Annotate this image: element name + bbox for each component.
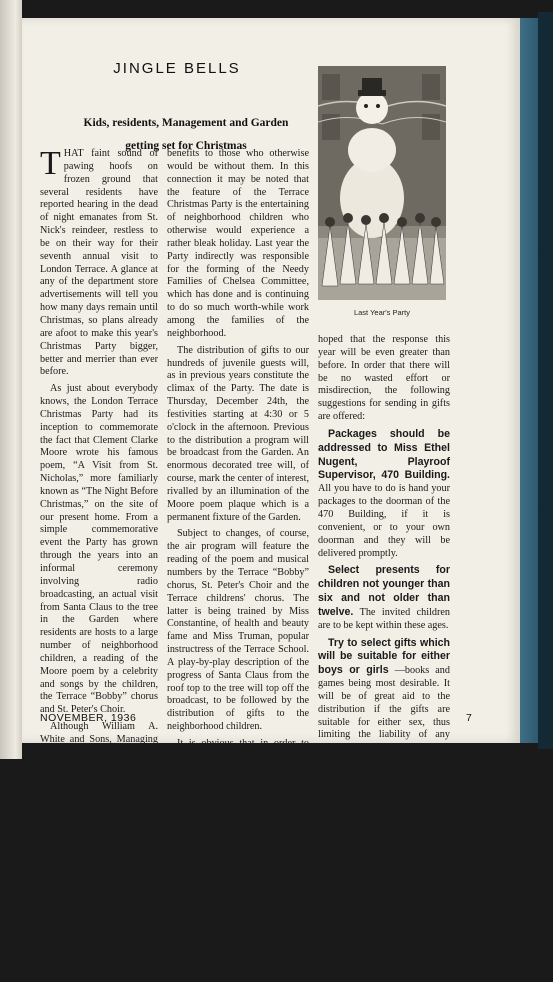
binder-cover-back xyxy=(538,12,553,749)
binder-cover-edge xyxy=(520,18,538,743)
paragraph: hoped that the response this year will be even greater than before. In order that there will be no wasted effort or misdirection, the following suggestions for sending in gifts are offered: xyxy=(318,334,450,423)
suggestion-item: Packages should be addressed to Miss Ethel Nugent, Playroof Supervisor, 470 Building. All you have to do is hand your packages to the doorman of the 470 Building, if it is convenient, or to your own doorman and they will be delivered promptly. xyxy=(318,427,450,559)
suggestion-item: Money will be accepted with pleasure! It will not, of course, be distributed to the children in xyxy=(318,784,450,837)
paragraph: Although William A. White and Sons, Managing Agents for London Terrace, are technically in charge of proceedings, the success of the Party depends, of course upon friendly cooperation from tenants. This cooperation has been in increasing evidence from year to year and should reach a high mark with this season's celebration. Christmas is one time when the New Yorker's traditional aloofness from his neighbors is broken down to some extent, particularly when the spirit of cooperation is needed to bring xyxy=(40,721,158,977)
paragraph: The distribution of gifts to our hundreds of juvenile guests will, as in previous years constitute the climax of the Party. The date is Thursday, December 24th, the festivities starting at 4:30 or 5 o'clock in the afternoon. Previous to the distribution a program will be broadcast from the Garden. An enormous decorated tree will, of course, mark the center of interest, rivalled by an illumination of the Moore poem plaque which is a permanent fixture of the Garden. xyxy=(167,344,309,523)
continued-note: (Continued on page 14) xyxy=(335,842,433,854)
paragraph: benefits to those who otherwise would be without them. In this connection it may be noted that the feature of the Terrace Christmas Party is the entertaining of neighborhood children who otherwise would experience a rather bleak holiday. Last year the Party indirectly was responsible for the forming of the Needy Families of Chelsea Committee, which has done and is continuing to do so much worth-while work among the families of the neighborhood. xyxy=(167,148,309,339)
adjacent-page-edge xyxy=(0,0,22,759)
photo-caption: Last Year's Party xyxy=(353,308,411,317)
paragraph-text: HAT faint sound of pawing hoofs on frozen ground that several residents have reported hearing in the dead of night emanates from St. Nick's reindeer, restless to be on their way for their seventh annual visit to London Terrace. A glance at any of the department store advertisements will tell you how many days remain until Christmas, so plans already are afoot to make this year's Christmas Party bigger, better and merrier than ever before. xyxy=(40,148,158,378)
suggestion-item: Try to select gifts which will be suitable for either boys or girls —books and games being most desirable. It will be of great aid to the distribution if the gifts are suitable for either sex, thus limiting the liability of any child going away with something he or she does not want. xyxy=(318,636,450,779)
suggestion-item: Select presents for children not younger than six and not older than twelve. The invited children are to be kept within these ages. xyxy=(318,564,450,631)
article-column-3 xyxy=(318,334,450,859)
paragraph: As just about everybody knows, the London Terrace Christmas Party had its inception to commemorate the fact that Clement Clarke Moore wrote his famous poem, “A Visit from St. Nicholas,” more familiarly known as “The Night Before Christmas,” on the site of our present home. From a simple commemorative event the Party has grown through the years into an informal ceremony involving radio broadcasting, an actual visit from Santa Claus to the tree in the Garden where residents are hosts to a large number of neighborhood children, a reading of the Moore poem by a celebrity and songs by the children, the Terrace “Bobby” chorus and St. Peter's Choir. xyxy=(40,383,158,716)
paragraph xyxy=(40,145,158,379)
page-number: 7 xyxy=(466,712,472,724)
issue-date: NOVEMBER, 1936 xyxy=(40,712,137,724)
paragraph: Subject to changes, of course, the air program will feature the reading of the poem and musical numbers by the Terrace “Bobby” chorus, St. Peter's Choir and the Terrace childrens' chorus. The latter is being trained by Miss Constantine, of health and beauty fame and Miss Truman, popular instructress of the Terrace School. A play-by-play description of the progress of Santa Claus from the roof top to the tree will top off the broadcast, to be followed by the distribution of gifts to the neighborhood children. xyxy=(167,528,309,733)
article-column-1 xyxy=(40,145,158,982)
article-headline: Kids, residents, Management and Garden getting set for Christmas xyxy=(83,117,289,152)
section-title: JINGLE BELLS xyxy=(113,60,241,77)
drop-cap: T xyxy=(40,145,61,182)
party-photo xyxy=(318,66,446,300)
paragraph: It is obvious that in order to distribute gifts there must be gifts to distribute, so here is where cooperation is especially needed. Residents have been extremely generous in the past and it is xyxy=(167,737,309,814)
article-column-2 xyxy=(167,148,309,819)
